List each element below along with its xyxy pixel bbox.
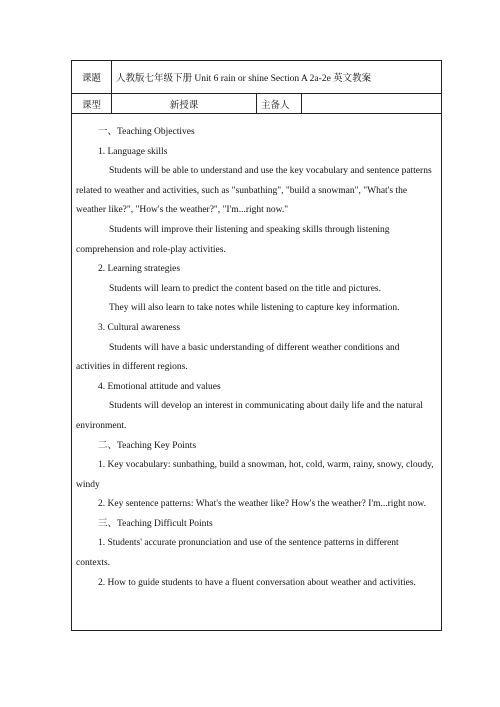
cultural-awareness-title: 3. Cultural awareness (98, 322, 181, 333)
key-sentence-patterns-item: 2. Key sentence patterns: What's the weather like? How's the weather? I'm...right now. (98, 499, 427, 510)
language-skills-title: 1. Language skills (98, 146, 168, 157)
lesson-content (72, 114, 441, 593)
key-vocabulary-item: 1. Key vocabulary: sunbathing, build a snowman, hot, cold, warm, rainy, snowy, cloudy, windy (76, 460, 434, 490)
type-row (72, 94, 442, 114)
emotional-attitude-title: 4. Emotional attitude and values (98, 381, 221, 392)
topic-label: 课题 (72, 61, 112, 94)
preparer-value (302, 94, 442, 114)
section-objectives-title: 一、Teaching Objectives (98, 127, 195, 137)
language-skills-paragraph-2: Students will improve their listening and speaking skills through listening comprehension and role-play activities. (76, 224, 390, 255)
type-value: 新授课 (112, 94, 257, 114)
difficult-point-2: 2. How to guide students to have a fluent conversation about weather and activities. (98, 577, 416, 588)
preparer-label: 主备人 (257, 94, 302, 114)
difficult-point-1: 1. Students' accurate pronunciation and use of the sentence patterns in different contexts. (76, 538, 399, 569)
section-key-points-title: 二、Teaching Key Points (98, 440, 197, 451)
learning-strategies-paragraph-2: They will also learn to take notes while listening to capture key information. (109, 303, 400, 314)
emotional-attitude-paragraph: Students will develop an interest in communicating about daily life and the natural environment. (76, 401, 423, 431)
lesson-plan-table (71, 60, 442, 631)
language-skills-paragraph-1: Students will be able to understand and use the key vocabulary and sentence patterns related to weather and activities, such as "sunbathing", "build a snowman", "What's the weather like?", "How's the weather?", "I'm...right now." (76, 166, 432, 216)
type-label: 课型 (72, 94, 112, 114)
learning-strategies-paragraph-1: Students will learn to predict the content based on the title and pictures. (109, 283, 381, 294)
content-cell (72, 114, 442, 631)
topic-row (72, 61, 442, 94)
topic-value: 人教版七年级下册 Unit 6 rain or shine Section A 2a-2e 英文教案 (112, 61, 442, 94)
learning-strategies-title: 2. Learning strategies (98, 264, 181, 275)
cultural-awareness-paragraph: Students will have a basic understanding of different weather conditions and activities in different regions. (76, 342, 400, 373)
section-difficult-points-title: 三、Teaching Difficult Points (98, 518, 213, 529)
content-row (72, 114, 442, 631)
